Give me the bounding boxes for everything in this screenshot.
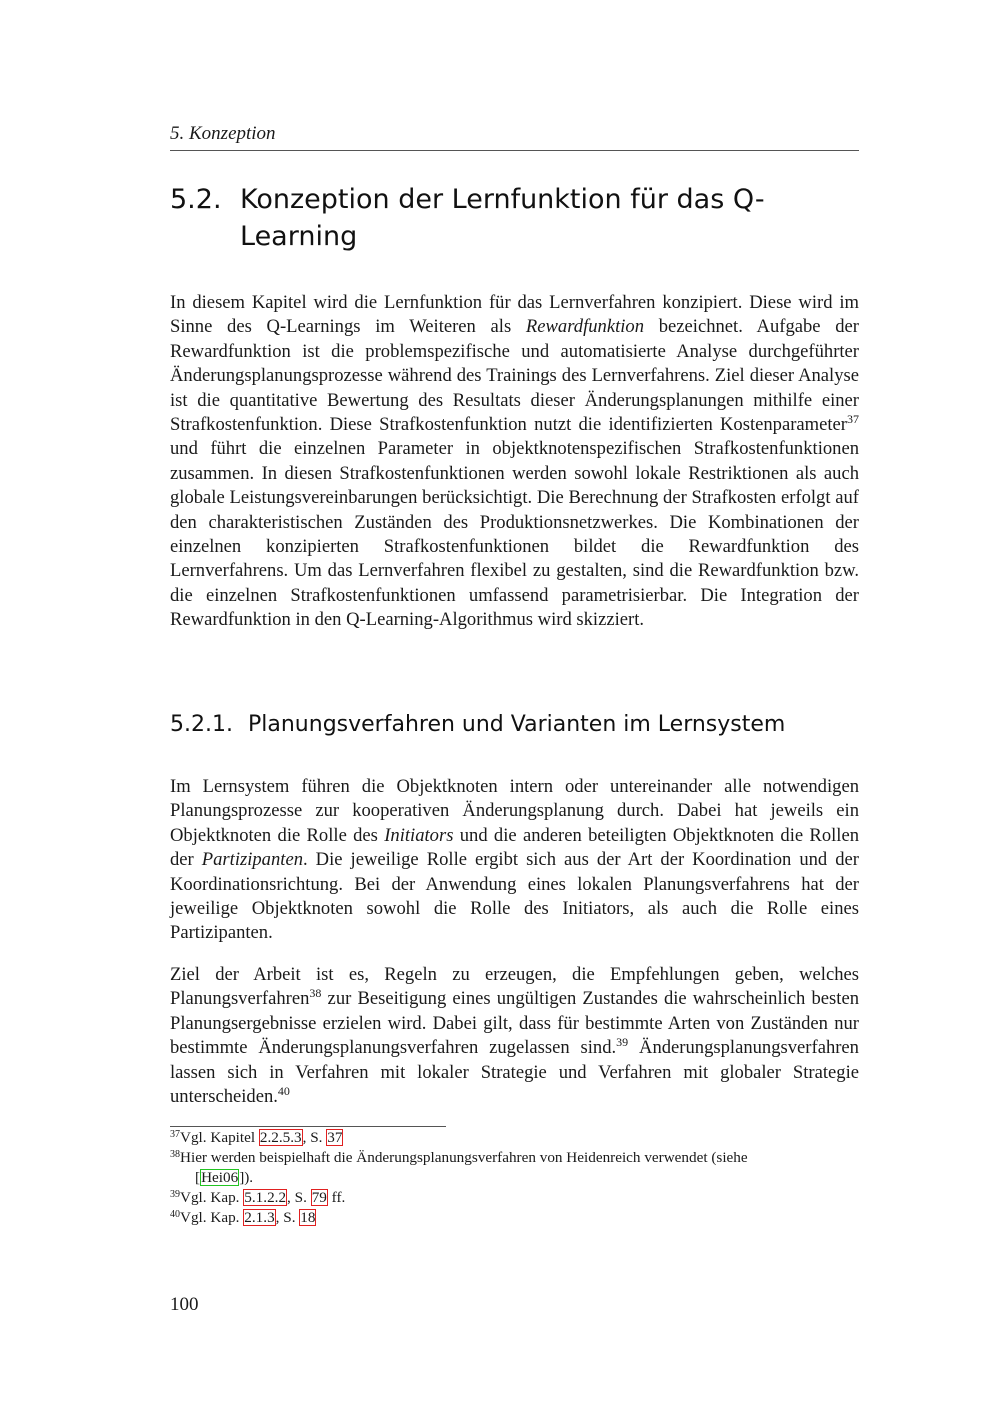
emphasis-term: Initiators	[384, 824, 454, 846]
footnote-mark: 40	[170, 1209, 180, 1220]
footnote-ref[interactable]: 39	[616, 1035, 629, 1050]
section-heading	[170, 181, 859, 255]
footnote-text: Vgl. Kapitel	[180, 1129, 259, 1146]
header-rule	[170, 150, 859, 151]
page-link[interactable]: 37	[327, 1129, 343, 1146]
paragraph-text: . Die jeweilige Rolle ergibt sich aus der Art der Koordination und der Koordinationsrichtung. Bei der Anwendung eines lokalen Planungsverfahrens hat der jeweilige Objektknoten sowohl die Rolle des Initiators, als auch die Rolle eines Partizipanten.	[170, 849, 859, 944]
paragraph-text: Ziel der Arbeit ist es, Regeln zu erzeugen, die Empfehlungen geben, welches Planungsverfahren	[170, 964, 859, 1010]
page-number: 100	[170, 1294, 199, 1315]
paragraph-text: zur Beseitigung eines ungültigen Zustandes die wahrscheinlich besten Planungsergebnisse erzielen wird. Dabei gilt, dass für bestimmte Arten von Zuständen nur bestimmte Änderungsplanungsverfahren zugelassen sind.	[170, 988, 859, 1059]
paragraph-text: Änderungsplanungsverfahren lassen sich in Verfahren mit lokaler Strategie und Verfahren mit globaler Strategie unterscheiden.	[170, 1037, 859, 1108]
running-header: 5. Konzeption	[170, 123, 276, 144]
citation-link[interactable]: Hei06	[201, 1169, 239, 1186]
section-link[interactable]: 5.1.2.2	[244, 1189, 287, 1206]
paragraph-text: und führt die einzelnen Parameter in objektknotenspezifischen Strafkostenfunktionen zusammen. In diesen Strafkostenfunktionen werden sowohl lokale Restriktionen als auch globale Leistungsvereinbarungen berücksichtigt. Die Berechnung der Strafkosten erfolgt auf den charakteristischen Zuständen des Produktionsnetzwerkes. Die Kombinationen der einzelnen konzipierten Strafkostenfunktionen bildet die Rewardfunktion des Lernverfahrens. Um das Lernverfahren flexibel zu gestalten, sind die Rewardfunktion bzw. die einzelnen Strafkostenfunktionen umfassend parametrisierbar. Die Integration der Rewardfunktion in den Q-Learning-Algorithmus wird skizziert.	[170, 438, 859, 631]
page-link[interactable]: 79	[311, 1189, 327, 1206]
footnote-ref[interactable]: 37	[847, 412, 859, 427]
footnote-text: , S.	[302, 1129, 327, 1146]
footnote-text: Hier werden beispielhaft die Änderungsplanungsverfahren von Heidenreich verwendet (siehe	[180, 1149, 748, 1166]
section-number: 5.2.	[170, 184, 222, 215]
subsection-title: Planungsverfahren und Varianten im Lernsystem	[248, 712, 786, 737]
paragraph-text: bezeichnet. Aufgabe der Rewardfunktion ist die problemspezifische und automatisierte Analyse durchgeführter Änderungsplanungsprozesse während des Trainings des Lernverfahrens. Ziel dieser Analyse ist die quantitative Bewertung des Resultats dieser Änderungsplanungen mithilfe einer Strafkostenfunktion. Diese Strafkostenfunktion nutzt die identifizierten Kostenparameter	[170, 316, 859, 436]
footnote-text: Vgl. Kap.	[180, 1209, 244, 1226]
section-title: Konzeption der Lernfunktion für das Q-Learning	[240, 184, 765, 252]
page-link[interactable]: 18	[300, 1209, 316, 1226]
paragraph-roles	[170, 775, 859, 946]
footnote-ref[interactable]: 38	[309, 986, 322, 1001]
footnote-text: ff.	[327, 1189, 346, 1206]
emphasis-term: Rewardfunktion	[525, 316, 645, 338]
emphasis-term: Partizipanten	[201, 849, 303, 871]
subsection-heading	[170, 710, 859, 740]
paragraph-goal	[170, 963, 859, 1109]
footnote-38	[170, 1148, 859, 1188]
citation-bracket: ]).	[239, 1169, 254, 1186]
footnote-mark: 38	[170, 1149, 180, 1160]
section-link[interactable]: 2.1.3	[244, 1209, 275, 1226]
paragraph-text: In diesem Kapitel wird die Lernfunktion für das Lernverfahren konzipiert. Diese wird im Sinne des Q-Learnings im Weiteren als	[170, 292, 859, 338]
paragraph-intro	[170, 291, 859, 633]
footnote-39	[170, 1188, 859, 1208]
footnote-rule	[170, 1126, 446, 1127]
footnote-mark: 39	[170, 1189, 180, 1200]
paragraph-text: und die anderen beteiligten Objektknoten die Rollen der	[170, 824, 859, 871]
footnotes	[170, 1128, 859, 1228]
footnote-37	[170, 1128, 859, 1148]
subsection-number: 5.2.1.	[170, 712, 233, 737]
footnote-text: , S.	[287, 1189, 311, 1206]
footnote-ref[interactable]: 40	[277, 1084, 290, 1099]
footnote-40	[170, 1208, 859, 1228]
footnote-text: , S.	[275, 1209, 300, 1226]
footnote-mark: 37	[170, 1129, 180, 1140]
footnote-text: Vgl. Kap.	[180, 1189, 244, 1206]
citation-bracket: [	[195, 1169, 201, 1186]
paragraph-text: Im Lernsystem führen die Objektknoten intern oder untereinander alle notwendigen Planungsprozesse zur kooperativen Änderungsplanung durch. Dabei hat jeweils ein Objektknoten die Rolle des	[170, 776, 859, 846]
section-link[interactable]: 2.2.5.3	[259, 1129, 302, 1146]
